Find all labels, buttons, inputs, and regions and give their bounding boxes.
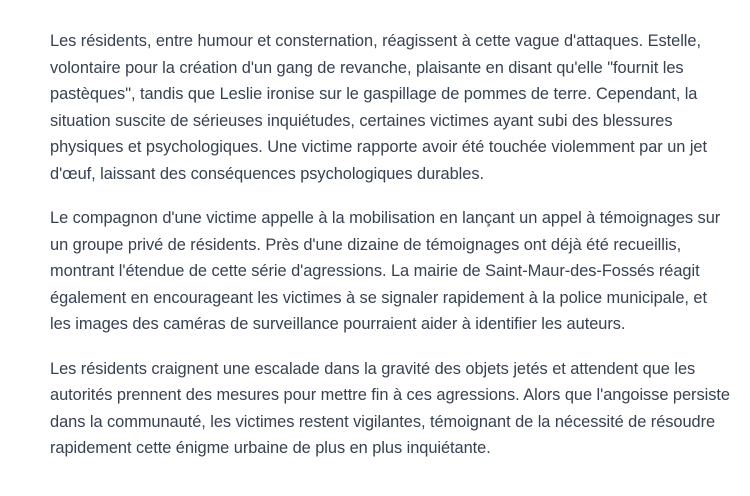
article-body [50,28,730,480]
paragraph-3: Les résidents craignent une escalade dans la gravité des objets jetés et attendent que les autorités prennent des mesures pour mettre fin à ces agressions. Alors que l'angoisse persiste dans la communauté, les victimes restent vigilantes, témoignant de la nécessité de résoudre rapidement cette énigme urbaine de plus en plus inquiétante. [50,359,730,457]
paragraph-1: Les résidents, entre humour et consternation, réagissent à cette vague d'attaques. Estelle, volontaire pour la création d'un gang de revanche, plaisante en disant qu'elle "fournit les pastèques", tandis que Leslie ironise sur le gaspillage de pommes de terre. Cependant, la situation suscite de sérieuses inquiétudes, certaines victimes ayant subi des blessures physiques et psychologiques. Une victime rapporte avoir été touchée violemment par un jet d'œuf, laissant des conséquences psychologiques durables. [50,32,708,183]
paragraph-2: Le compagnon d'une victime appelle à la mobilisation en lançant un appel à témoignages sur un groupe privé de résidents. Près d'une dizaine de témoignages ont déjà été recueillis, montrant l'étendue de cette série d'agressions. La mairie de Saint-Maur-des-Fossés réagit également en encourageant les victimes à se signaler rapidement à la police municipale, et les images des caméras de surveillance pourraient aider à identifier les auteurs. [50,209,721,333]
